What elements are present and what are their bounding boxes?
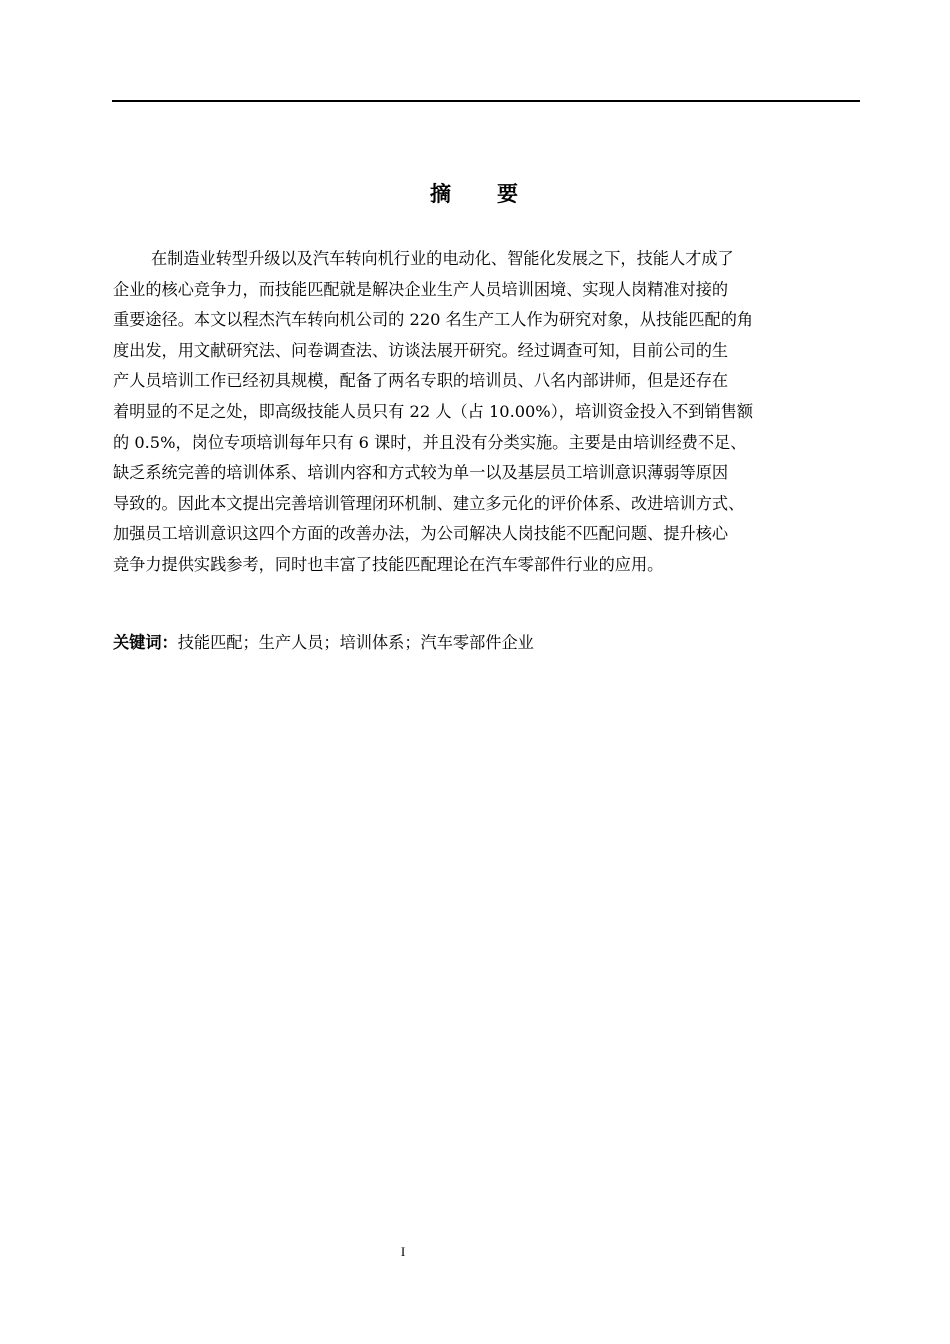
abstract-line: 度出发，用文献研究法、问卷调查法、访谈法展开研究。经过调查可知，目前公司的生: [113, 340, 729, 360]
abstract-title: [0, 179, 950, 209]
abstract-body: [113, 244, 861, 581]
abstract-line: 加强员工培训意识这四个方面的改善办法，为公司解决人岗技能不匹配问题、提升核心: [113, 524, 729, 544]
abstract-line: 重要途径。本文以程杰汽车转向机公司的 220 名生产工人作为研究对象，从技能匹配的角: [113, 310, 754, 330]
abstract-line: 在制造业转型升级以及汽车转向机行业的电动化、智能化发展之下，技能人才成了: [151, 249, 734, 268]
abstract-line: 导致的。因此本文提出完善培训管理闭环机制、建立多元化的评价体系、改进培训方式、: [113, 493, 745, 513]
abstract-line: 着明显的不足之处，即高级技能人员只有 22 人（占 10.00%），培训资金投入不到销售额: [113, 401, 754, 421]
page-number: I: [400, 1244, 406, 1259]
title-char-1: 摘: [430, 182, 453, 206]
keywords-text: 技能匹配；生产人员；培训体系；汽车零部件企业: [177, 633, 534, 652]
keywords-label: 关键词：: [113, 633, 178, 652]
title-char-2: 要: [497, 182, 520, 206]
abstract-line: 竞争力提供实践参考，同时也丰富了技能匹配理论在汽车零部件行业的应用。: [113, 554, 664, 574]
keywords-line: [113, 628, 861, 658]
abstract-line: 的 0.5%，岗位专项培训每年只有 6 课时，并且没有分类实施。主要是由培训经费不足、: [113, 432, 747, 452]
abstract-line: 企业的核心竞争力，而技能匹配就是解决企业生产人员培训困境、实现人岗精准对接的: [113, 279, 729, 299]
abstract-line: 产人员培训工作已经初具规模，配备了两名专职的培训员、八名内部讲师，但是还存在: [113, 371, 729, 391]
abstract-line: 缺乏系统完善的培训体系、培训内容和方式较为单一以及基层员工培训意识薄弱等原因: [113, 463, 729, 483]
header-rule: [112, 100, 860, 102]
